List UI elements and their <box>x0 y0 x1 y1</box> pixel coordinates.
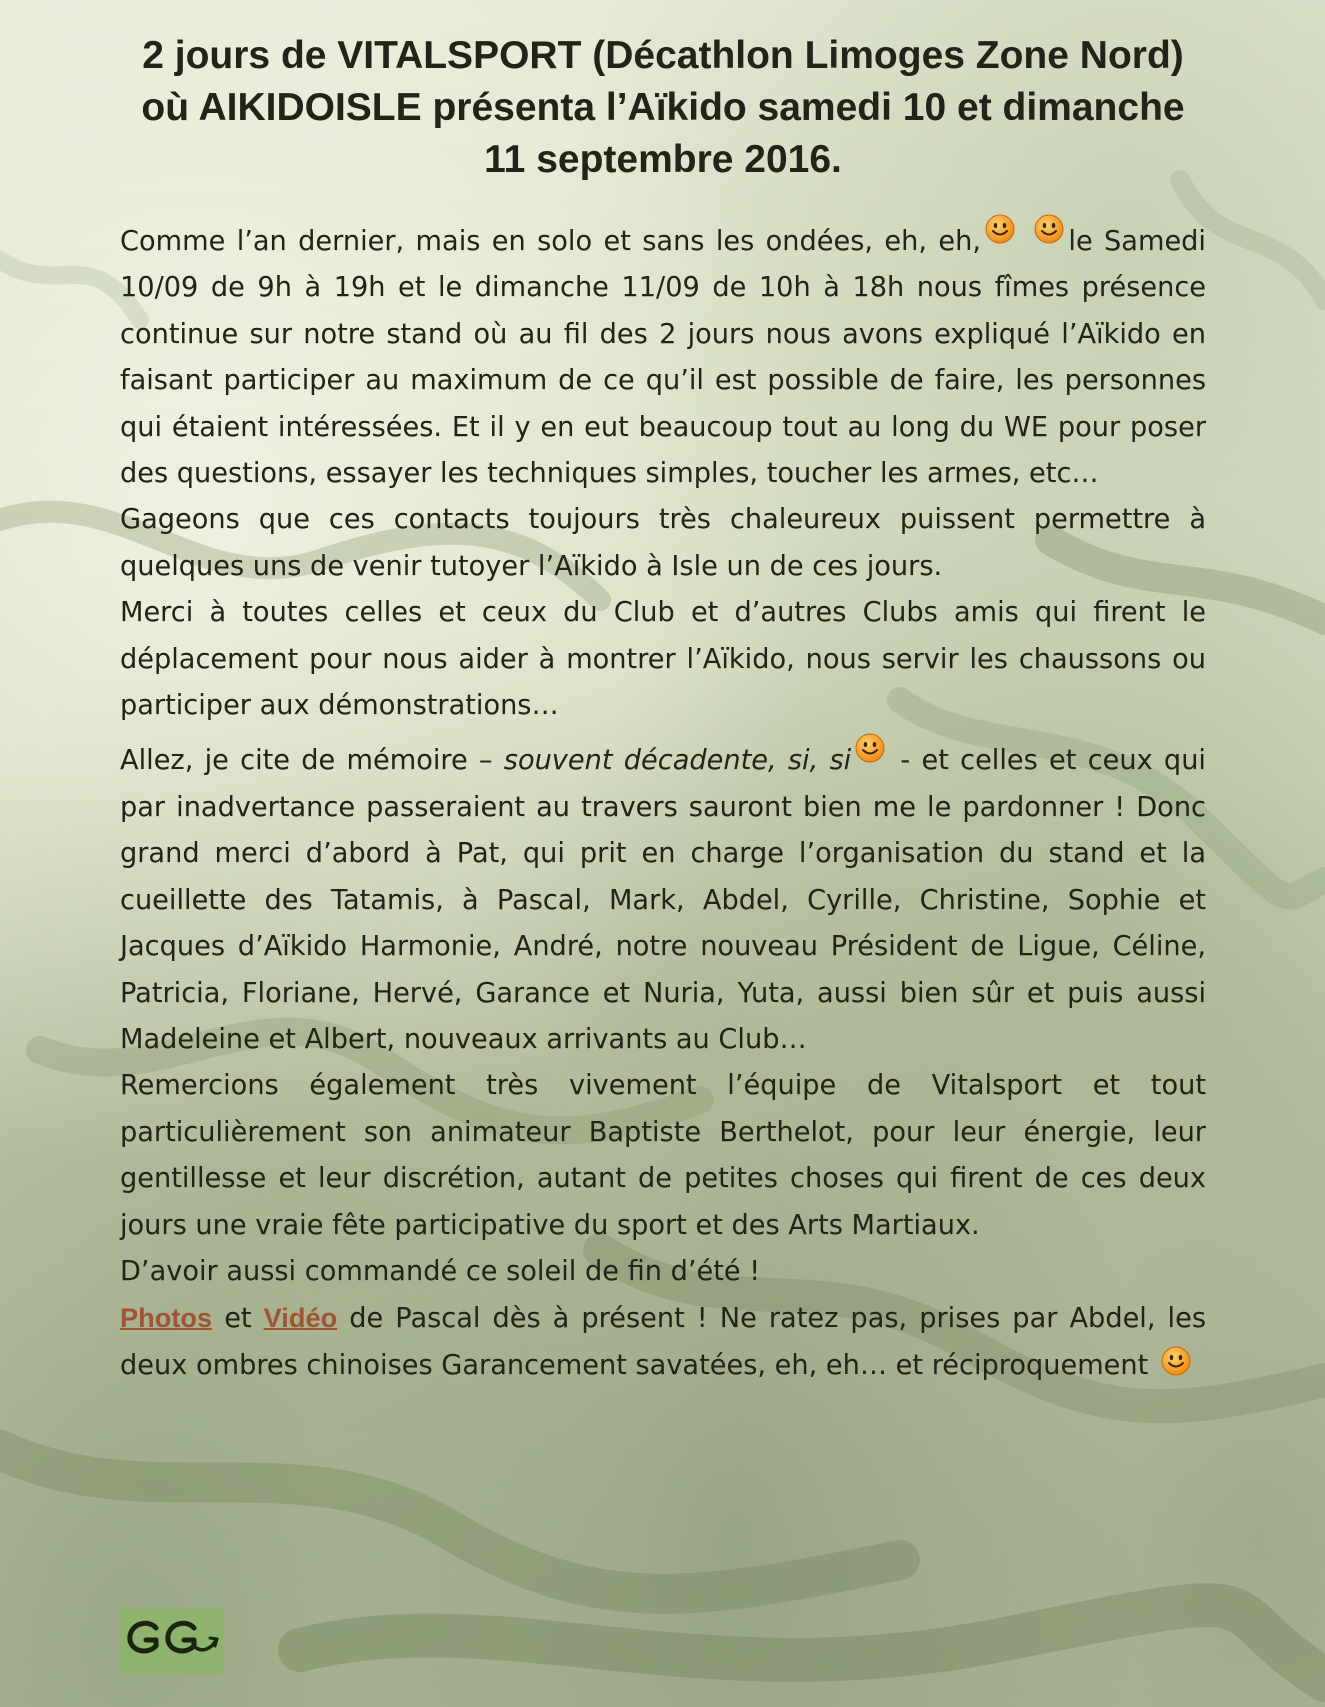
paragraph-photos-text: de Pascal dès à présent ! Ne ratez pas, prises par Abdel, les deux ombres chinoises Garancement savatées, eh, eh… et réciproquement <box>120 1303 1207 1381</box>
smiley-icon <box>985 214 1015 244</box>
video-link[interactable]: Vidéo <box>263 1302 338 1334</box>
article-title: 2 jours de VITALSPORT (Décathlon Limoges Zone Nord) où AIKIDOISLE présenta l’Aïkido samedi 10 et dimanche 11 septembre 2016. <box>141 34 1185 181</box>
photos-et-label: et <box>212 1303 264 1335</box>
paragraph-allez-italic: souvent décadente, si, si <box>503 745 852 777</box>
paragraph-gageons: Gageons que ces contacts toujours très chaleureux puissent permettre à quelques uns de venir tutoyer l’Aïkido à Isle un de ces jours. <box>120 504 1206 582</box>
article-body <box>120 214 1206 1389</box>
signature-logo <box>120 1608 223 1674</box>
paragraph-intro-start: Comme l’an dernier, mais en solo et sans les ondées, eh, eh, <box>120 226 981 257</box>
paragraph-remercions: Remercions également très vivement l’équipe de Vitalsport et tout particulièrement son animateur Baptiste Berthelot, pour leur énergie, leur gentillesse et leur discrétion, autant de petites choses qui firent de ces deux jours une vraie fête participative du sport et des Arts Martiaux. <box>120 1070 1206 1241</box>
paragraph-soleil: D’avoir aussi commandé ce soleil de fin d’été ! <box>120 1255 761 1287</box>
paragraph-allez-rest: - et celles et ceux qui par inadvertance passeraient au travers sauront bien me le pardonner ! Donc grand merci d’abord à Pat, qui prit en charge l’organisation du stand et la cueillette des Tatamis, à Pascal, Mark, Abdel, Cyrille, Christine, Sophie et Jacques d’Aïkido Harmonie, André, notre nouveau Président de Ligue, Céline, Patricia, Floriane, Hervé, Garance et Nuria, Yuta, aussi bien sûr et puis aussi Madeleine et Albert, nouveaux arrivants au Club… <box>120 745 1206 1055</box>
smiley-icon <box>855 733 885 763</box>
paragraph-intro <box>120 214 1206 497</box>
signature-gg-icon <box>120 1608 223 1674</box>
photos-link[interactable]: Photos <box>120 1302 213 1334</box>
paragraph-photos <box>120 1295 1206 1389</box>
paragraph-allez-start: Allez, je cite de mémoire – <box>120 745 504 777</box>
article <box>120 30 1206 1389</box>
paragraph-merci: Merci à toutes celles et ceux du Club et d’autres Clubs amis qui firent le déplacement pour nous aider à montrer l’Aïkido, nous servir les chaussons ou participer aux démonstrations… <box>120 597 1206 722</box>
paragraph-allez <box>120 733 1206 1063</box>
smiley-icon <box>1161 1346 1191 1376</box>
paragraph-intro-rest: le Samedi 10/09 de 9h à 19h et le dimanche 11/09 de 10h à 18h nous fîmes présence continue sur notre stand où au fil des 2 jours nous avons expliqué l’Aïkido en faisant participer au maximum de ce qu’il est possible de faire, les personnes qui étaient intéressées. Et il y en eut beaucoup tout au long du WE pour poser des questions, essayer les techniques simples, toucher les armes, etc… <box>120 226 1206 490</box>
smiley-icon <box>1034 214 1064 244</box>
